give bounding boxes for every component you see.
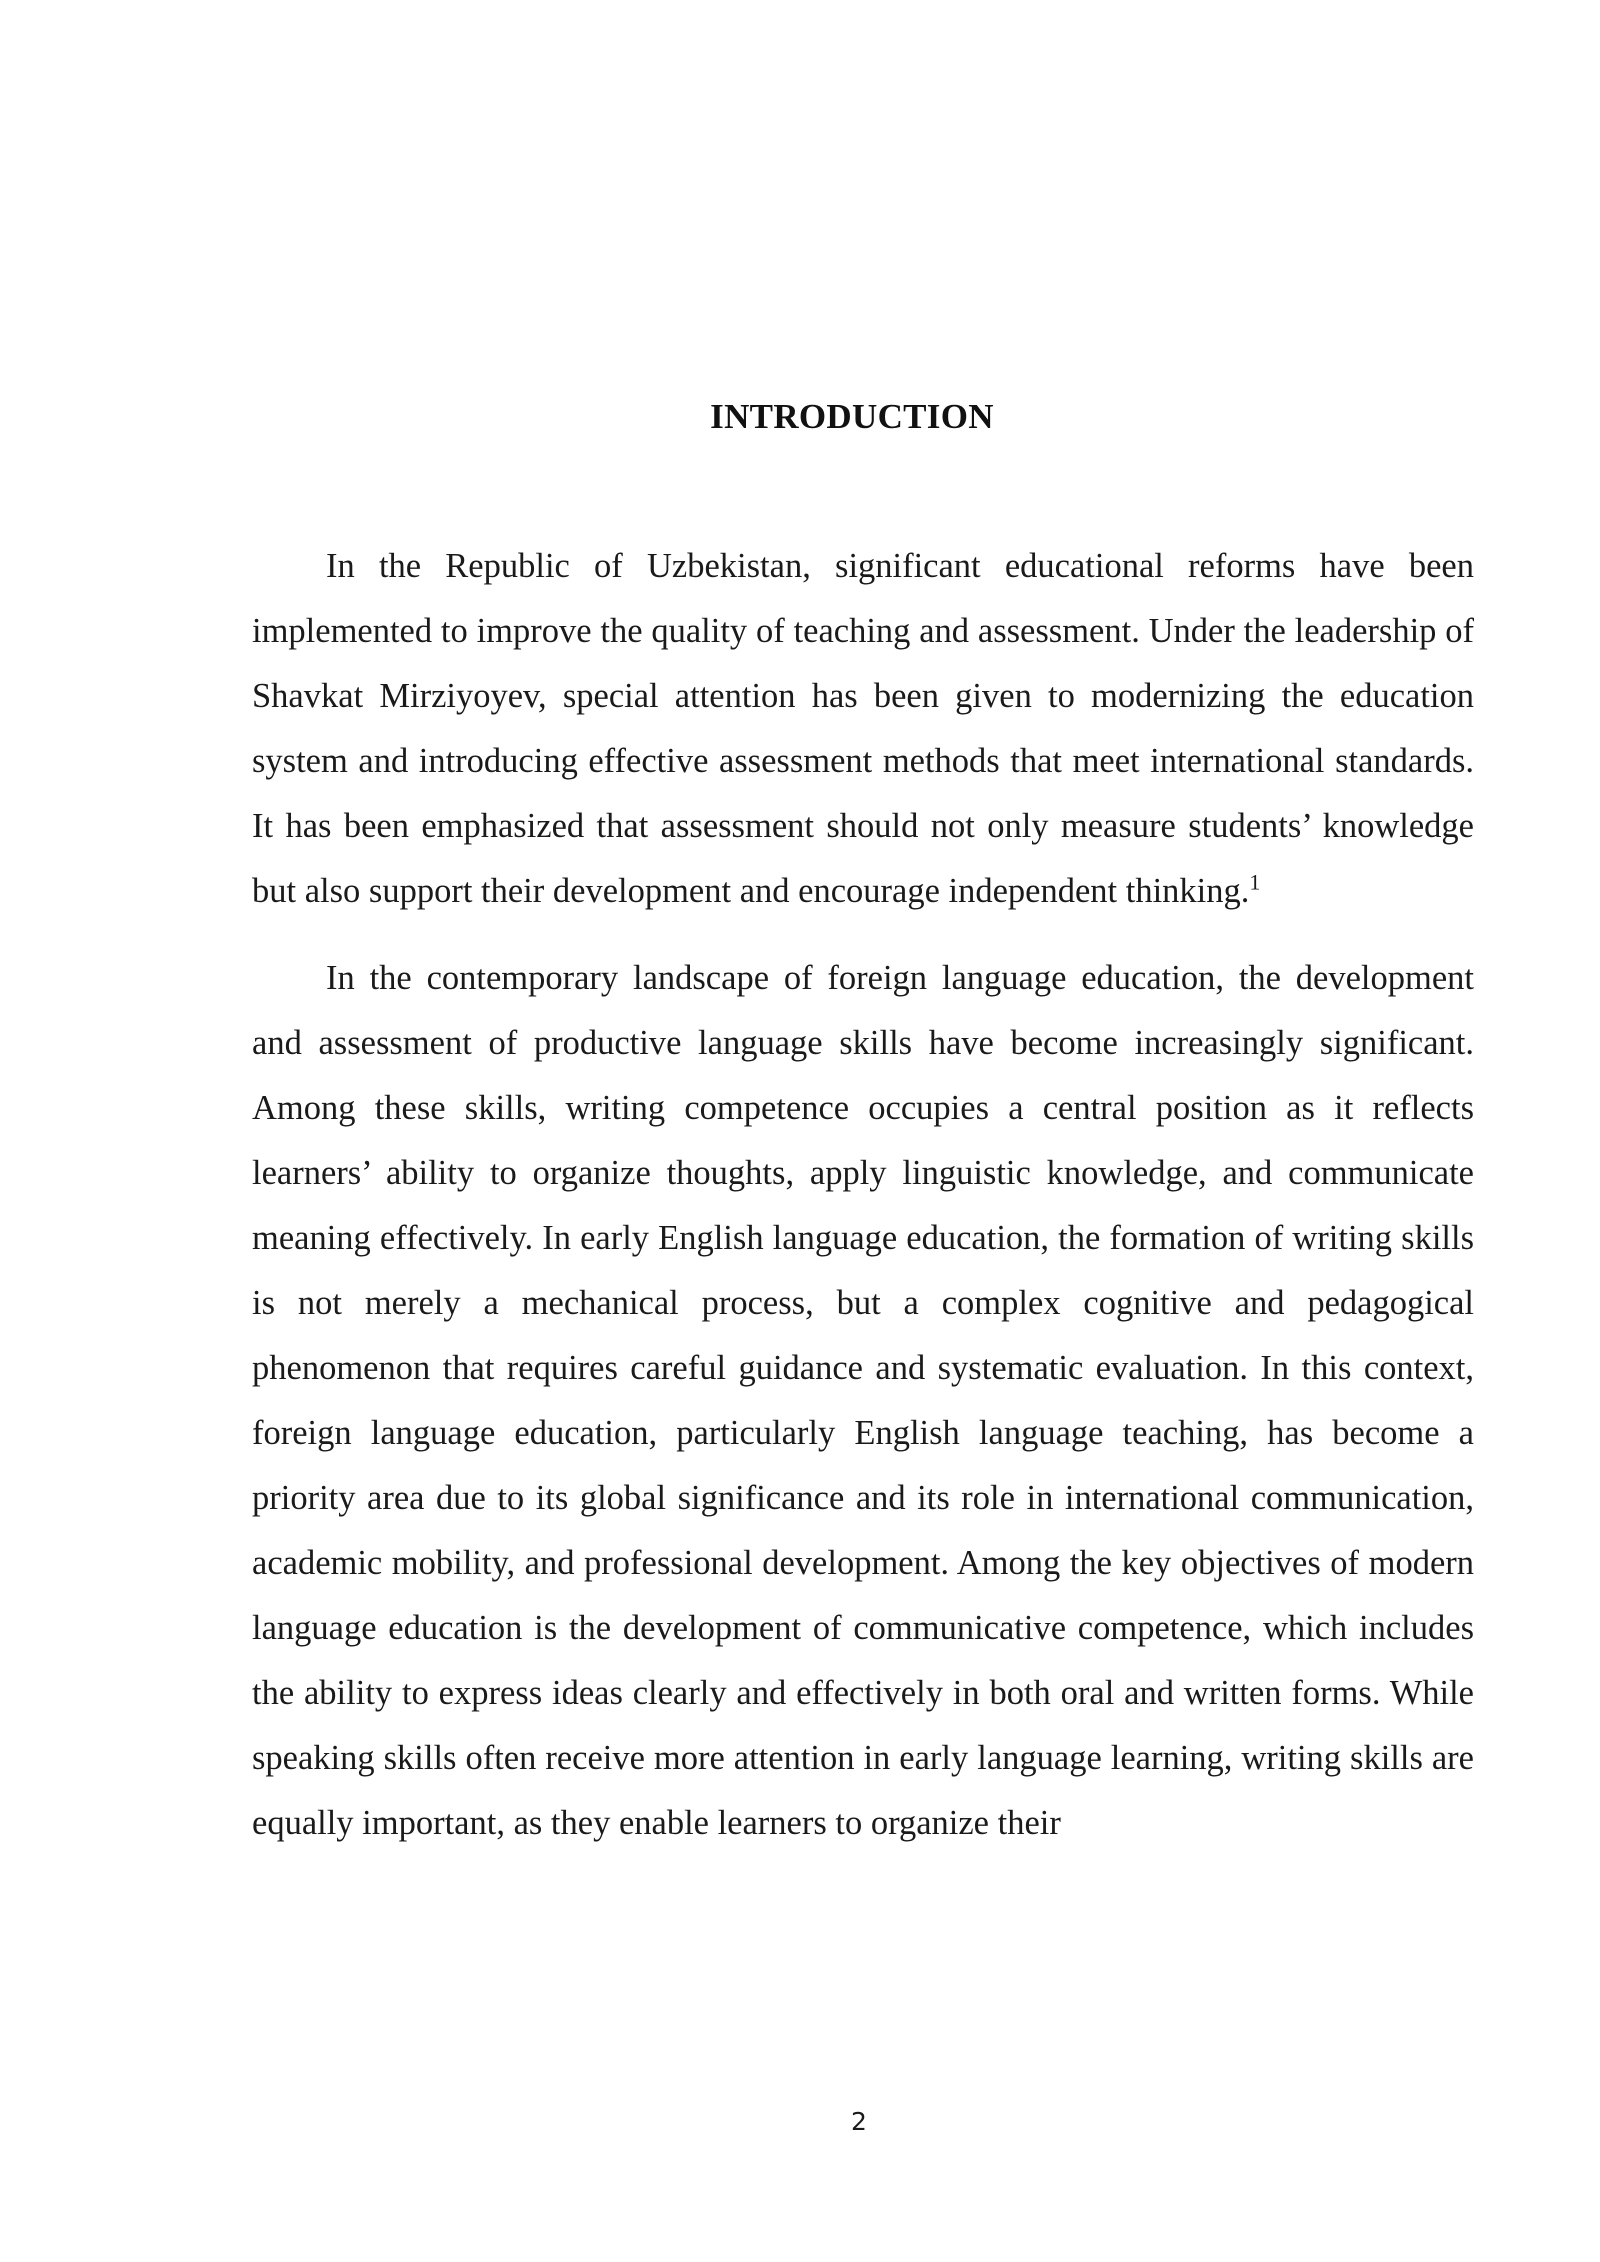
body-text [252, 534, 1474, 1856]
paragraph-1 [252, 534, 1474, 924]
footnote-reference: 1 [1249, 869, 1261, 895]
paragraph-2-text: In the contemporary landscape of foreign language education, the development and assessment of productive language skills have become increasingly significant. Among these skills, writing competence occupies a central position as it reflects learners’ ability to organize thoughts, apply linguistic knowledge, and communicate meaning effectively. In early English language education, the formation of writing skills is not merely a mechanical process, but a complex cognitive and pedagogical phenomenon that requires careful guidance and systematic evaluation. In this context, foreign language education, particularly English language teaching, has become a priority area due to its global significance and its role in international communication, academic mobility, and professional development. Among the key objectives of modern language education is the development of communicative competence, which includes the ability to express ideas clearly and effectively in both oral and written forms. While speaking skills often receive more attention in early language learning, writing skills are equally important, as they enable learners to organize their [252, 959, 1474, 1842]
page-number: 2 [851, 2107, 867, 2136]
section-heading: INTRODUCTION [710, 397, 994, 436]
paragraph-1-text: In the Republic of Uzbekistan, significant educational reforms have been implemented to improve the quality of teaching and assessment. Under the leadership of Shavkat Mirziyoyev, special attention has been given to modernizing the education system and introducing effective assessment methods that meet international standards. It has been emphasized that assessment should not only measure students’ knowledge but also support their development and encourage independent thinking. [252, 547, 1474, 910]
paragraph-2 [252, 946, 1474, 1856]
